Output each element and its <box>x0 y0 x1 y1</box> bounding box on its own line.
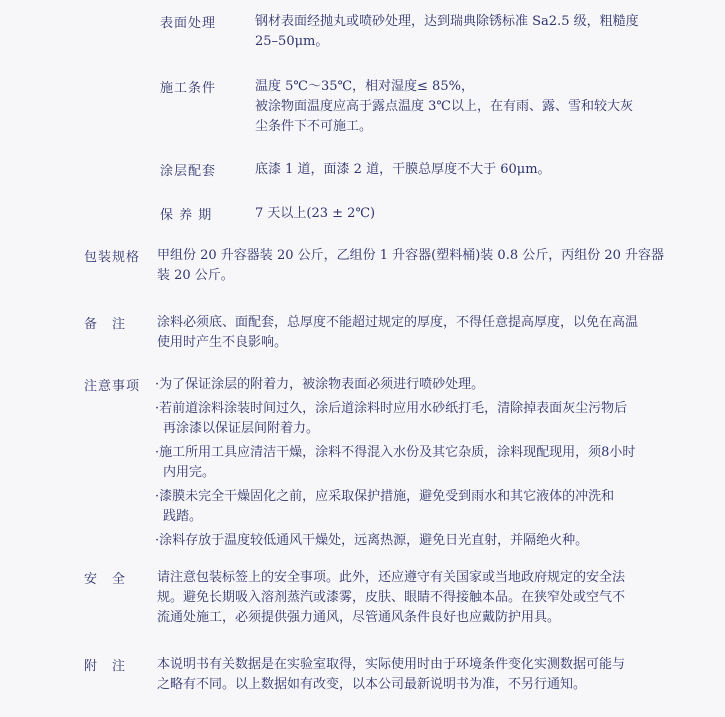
text-line: ·涂料存放于温度较低通风干燥处，远离热源，避免日光直射，并隔绝火种。 <box>155 533 589 548</box>
text-line: ·若前道涂料涂装时间过久，涂后道涂料时应用水砂纸打毛，清除掉表面灰尘污物后 <box>155 401 628 416</box>
list-item <box>155 375 635 395</box>
text-line: 尘条件下不可施工。 <box>255 119 373 134</box>
appendix-label: 附 注 <box>84 659 127 674</box>
text-line: 本说明书有关数据是在实验室取得，实际使用时由于环境条件变化实测数据可能与 <box>157 657 626 672</box>
text-line: 规。避免长期吸入溶剂蒸汽或漆雾，皮肤、眼睛不得接触本品。在狭窄处或空气不 <box>157 590 626 605</box>
list-item <box>155 487 635 527</box>
application-conditions-text <box>255 77 633 137</box>
text-line: 底漆 1 道，面漆 2 道，干膜总厚度不大于 60μm。 <box>255 162 551 177</box>
coating-system-text <box>255 160 551 180</box>
text-line: ·为了保证涂层的附着力，被涂物表面必须进行喷砂处理。 <box>155 377 485 392</box>
text-line: 温度 5℃～35℃，相对湿度≤ 85%， <box>255 79 474 94</box>
surface-treatment-text <box>255 12 639 52</box>
safety-label: 安 全 <box>84 572 127 587</box>
text-line: 内用完。 <box>163 465 216 480</box>
text-line: 使用时产生不良影响。 <box>157 335 288 350</box>
coating-system-label: 涂层配套 <box>160 164 217 179</box>
text-line: 践踏。 <box>163 509 203 524</box>
surface-treatment-label: 表面处理 <box>160 16 217 31</box>
list-item <box>155 531 635 551</box>
remarks-label: 备 注 <box>84 317 127 332</box>
text-line: 被涂物面温度应高于露点温度 3℃以上，在有雨、露、雪和较大灰 <box>255 99 633 114</box>
remarks-text <box>157 313 638 353</box>
packaging-label: 包装规格 <box>84 250 141 265</box>
text-line: 装 20 公斤。 <box>157 268 234 283</box>
text-line: 甲组份 20 升容器装 20 公斤，乙组份 1 升容器(塑料桶)装 0.8 公斤，丙组份 20 升容器 <box>157 248 665 263</box>
precautions-list <box>155 375 635 551</box>
appendix-text <box>157 655 625 695</box>
list-item <box>155 443 635 483</box>
text-line: 25–50μm。 <box>255 34 329 49</box>
safety-text <box>157 568 625 628</box>
packaging-text <box>157 246 664 286</box>
text-line: ·漆膜未完全干燥固化之前，应采取保护措施，避免受到雨水和其它液体的冲洗和 <box>155 489 615 504</box>
text-line: 钢材表面经抛丸或喷砂处理，达到瑞典除锈标准 Sa2.5 级，粗糙度 <box>255 14 639 29</box>
curing-period-label: 保 养 期 <box>160 208 213 223</box>
text-line: 流通处施工，必须提供强力通风，尽管通风条件良好也应戴防护用具。 <box>157 610 561 625</box>
text-line: 7 天以上(23 ± 2℃) <box>255 206 376 221</box>
list-item <box>155 399 635 439</box>
text-line: 请注意包装标签上的安全事项。此外，还应遵守有关国家或当地政府规定的安全法 <box>157 570 626 585</box>
text-line: 涂料必须底、面配套，总厚度不能超过规定的厚度，不得任意提高厚度，以免在高温 <box>157 315 639 330</box>
application-conditions-label: 施工条件 <box>160 81 217 96</box>
precautions-label: 注意事项 <box>84 379 141 394</box>
curing-period-text <box>255 204 375 224</box>
text-line: 之略有不同。以上数据如有改变，以本公司最新说明书为准，不另行通知。 <box>157 677 587 692</box>
text-line: ·施工所用工具应清洁干燥，涂料不得混入水份及其它杂质，涂料现配现用，须8小时 <box>155 445 636 460</box>
text-line: 再涂漆以保证层间附着力。 <box>163 421 320 436</box>
